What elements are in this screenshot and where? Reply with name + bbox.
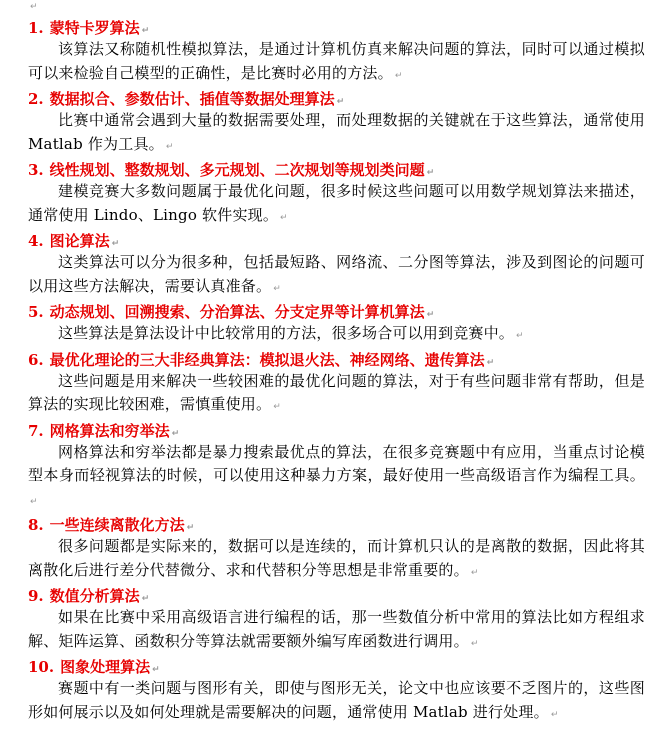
section-title: 数值分析算法	[49, 587, 140, 605]
section-body	[28, 441, 645, 515]
section-number: 5.	[28, 303, 44, 321]
paragraph-mark: ↵	[111, 239, 120, 249]
section-3	[28, 160, 645, 230]
section-heading	[28, 18, 645, 38]
section-9	[28, 586, 645, 656]
section-title: 最优化理论的三大非经典算法：模拟退火法、神经网络、遗传算法	[49, 350, 485, 369]
section-title: 网格算法和穷举法	[49, 421, 170, 440]
section-body	[28, 677, 645, 727]
paragraph-mark: ↵	[30, 2, 38, 12]
section-title: 动态规划、回溯搜索、分治算法、分支定界等计算机算法	[49, 303, 425, 321]
section-body	[28, 109, 645, 159]
section-number: 2.	[28, 90, 44, 108]
paragraph-mark: ↵	[550, 709, 559, 720]
paragraph-mark: ↵	[165, 141, 174, 152]
section-body	[28, 606, 645, 656]
section-heading	[28, 302, 645, 322]
section-number: 9.	[28, 587, 44, 605]
paragraph-mark: ↵	[516, 331, 524, 341]
document-body	[28, 18, 645, 728]
section-body-text: 很多问题都是实际来的，数据可以是连续的，而计算机只认的是离散的数据，因此将其离散化后进行差分代替微分、求和代替积分等思想是非常重要的。	[28, 537, 645, 579]
section-body-text: 比赛中通常会遇到大量的数据需要处理，而处理数据的关键就在于这些算法，通常使用 Matlab 作为工具。	[28, 111, 645, 153]
section-body	[28, 535, 645, 585]
section-number: 4.	[28, 232, 44, 250]
paragraph-mark: ↵	[486, 357, 495, 368]
section-body-text: 该算法又称随机性模拟算法，是通过计算机仿真来解决问题的算法，同时可以通过模拟可以来检验自己模型的正确性，是比赛时必用的方法。	[28, 40, 645, 82]
paragraph-mark: ↵	[470, 638, 479, 649]
section-body-text: 网格算法和穷举法都是暴力搜索最优点的算法，在很多竞赛题中有应用，当重点讨论模型本身而轻视算法的时候，可以使用这种暴力方案，最好使用一些高级语言作为编程工具。	[28, 442, 645, 484]
paragraph-mark: ↵	[273, 283, 281, 294]
paragraph-mark: ↵	[141, 26, 150, 36]
section-heading	[28, 89, 645, 109]
section-8	[28, 515, 645, 585]
section-number: 8.	[28, 516, 44, 534]
section-body	[28, 370, 645, 420]
section-body	[28, 251, 645, 301]
section-number: 1.	[28, 19, 44, 37]
section-heading	[28, 160, 645, 180]
section-7	[28, 421, 645, 515]
section-body-text: 建模竞赛大多数问题属于最优化问题，很多时候这些问题可以用数学规划算法来描述，通常使用 Lindo、Lingo 软件实现。	[28, 182, 645, 224]
section-title: 线性规划、整数规划、多元规划、二次规划等规划类问题	[49, 161, 425, 179]
section-heading	[28, 421, 645, 441]
section-title: 数据拟合、参数估计、插值等数据处理算法	[49, 90, 335, 108]
section-4	[28, 231, 645, 301]
section-heading	[28, 515, 645, 535]
section-6	[28, 350, 645, 420]
paragraph-mark: ↵	[336, 97, 345, 107]
section-body	[28, 38, 645, 88]
section-title: 图论算法	[49, 232, 110, 250]
section-title: 蒙特卡罗算法	[49, 19, 140, 37]
paragraph-mark: ↵	[394, 70, 403, 81]
section-title: 一些连续离散化方法	[49, 516, 185, 534]
section-1	[28, 18, 645, 88]
section-number: 10.	[28, 658, 55, 676]
section-heading	[28, 231, 645, 251]
section-body-text: 这些问题是用来解决一些较困难的最优化问题的算法，对于有些问题非常有帮助，但是算法的实现比较困难，需慎重使用。	[28, 371, 645, 413]
section-body-text: 这类算法可以分为很多种，包括最短路、网络流、二分图等算法，涉及到图论的问题可以用这些方法解决，需要认真准备。	[28, 253, 645, 295]
paragraph-mark: ↵	[280, 212, 288, 223]
paragraph-mark: ↵	[171, 428, 180, 439]
section-body-text: 如果在比赛中采用高级语言进行编程的话，那一些数值分析中常用的算法比如方程组求解、矩阵运算、函数积分等算法就需要额外编写库函数进行调用。	[28, 608, 645, 650]
paragraph-mark: ↵	[426, 168, 435, 178]
section-body-text: 这些算法是算法设计中比较常用的方法，很多场合可以用到竞赛中。	[58, 324, 515, 342]
section-heading	[28, 657, 645, 677]
section-heading	[28, 586, 645, 606]
section-2	[28, 89, 645, 159]
section-body	[28, 322, 645, 349]
section-body	[28, 180, 645, 230]
paragraph-mark: ↵	[186, 523, 195, 533]
section-number: 6.	[28, 350, 44, 369]
section-10	[28, 657, 645, 727]
paragraph-mark: ↵	[426, 310, 435, 320]
paragraph-mark: ↵	[152, 665, 160, 675]
paragraph-mark: ↵	[273, 402, 281, 412]
section-heading	[28, 350, 645, 370]
section-body-text: 赛题中有一类问题与图形有关，即使与图形无关，论文中也应该要不乏图片的，这些图形如何展示以及如何处理就是需要解决的问题，通常使用 Matlab 进行处理。	[28, 679, 645, 721]
paragraph-mark: ↵	[141, 594, 150, 604]
paragraph-mark: ↵	[30, 496, 38, 507]
section-number: 3.	[28, 161, 44, 179]
section-number: 7.	[28, 421, 44, 440]
section-5	[28, 302, 645, 349]
section-title: 图象处理算法	[60, 658, 151, 676]
paragraph-mark: ↵	[470, 567, 479, 578]
